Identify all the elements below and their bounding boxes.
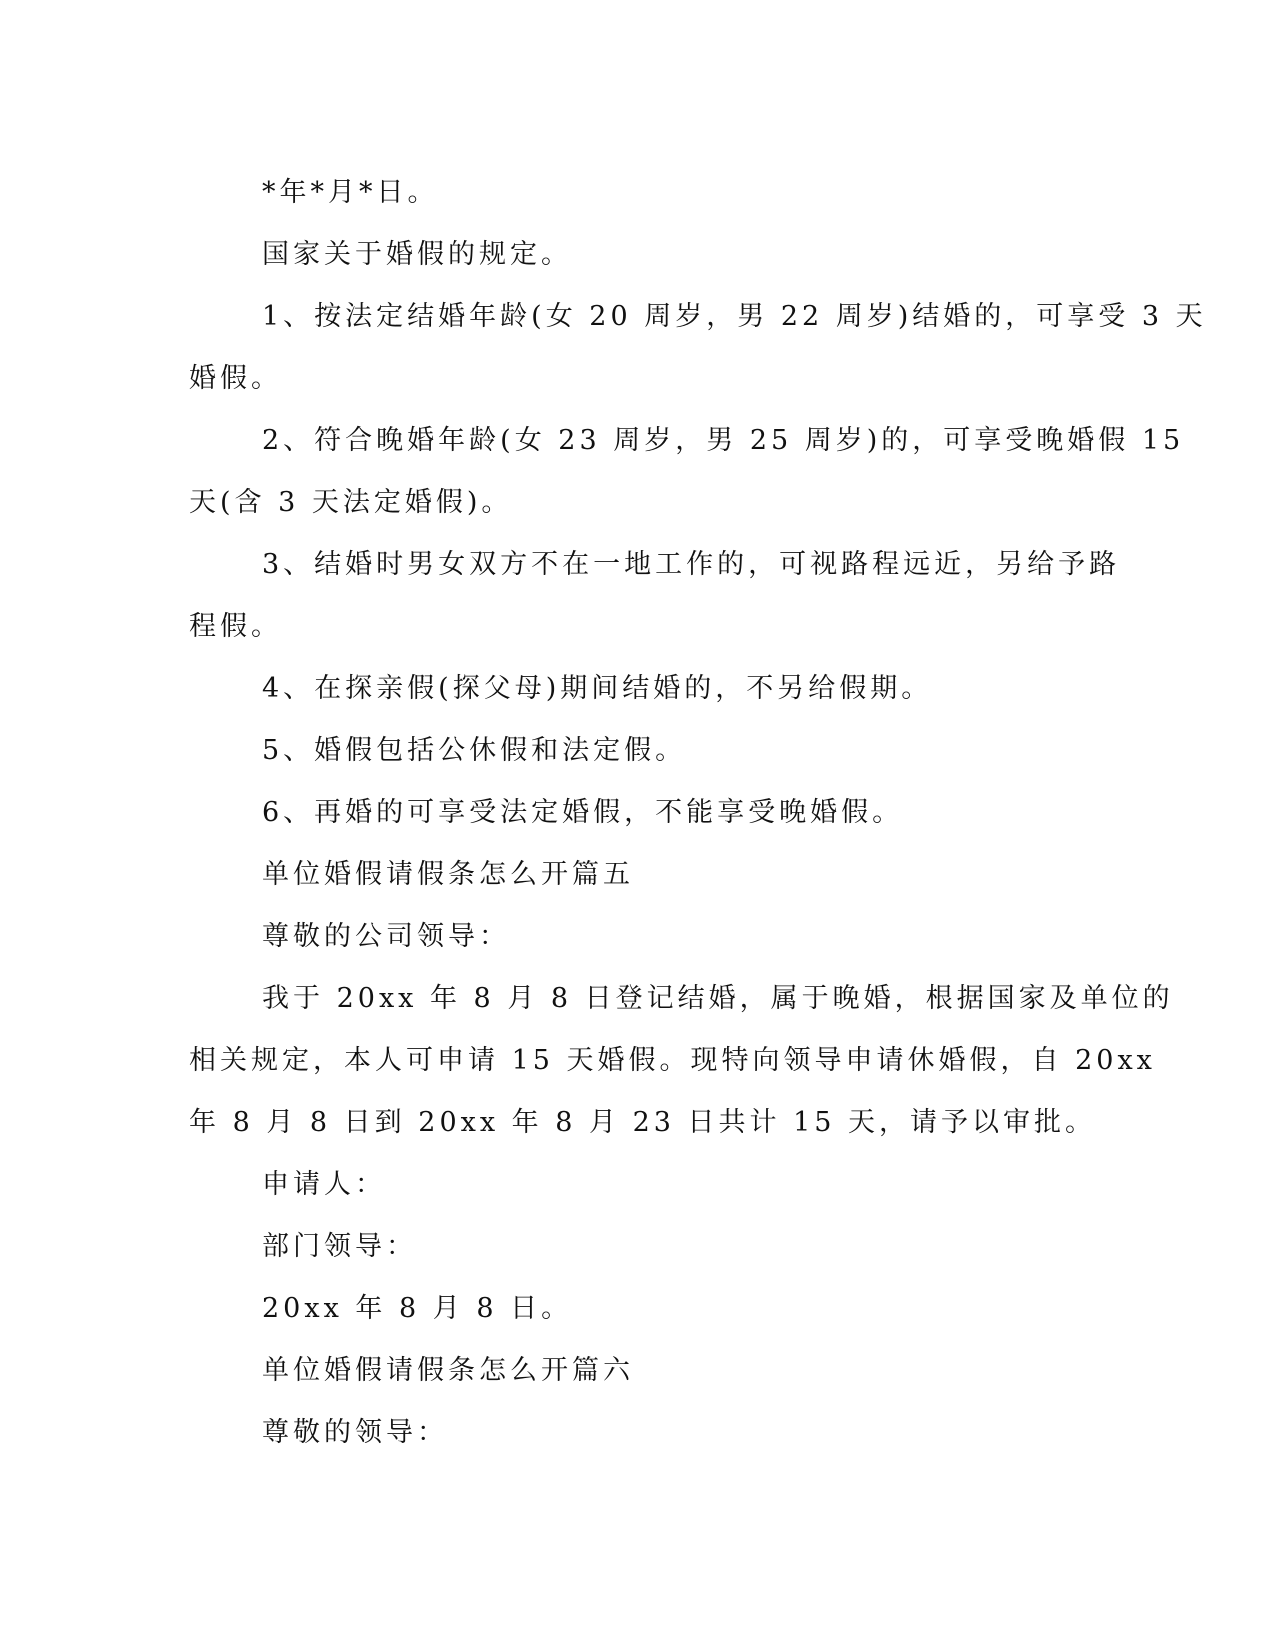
paragraph-continuation-line: 天(含 3 天法定婚假)。 <box>189 487 513 518</box>
paragraph-line: 尊敬的公司领导： <box>262 921 510 952</box>
paragraph-continuation-line: 年 8 月 8 日到 20xx 年 8 月 23 日共计 15 天，请予以审批。 <box>189 1107 1097 1138</box>
paragraph-line: 5、婚假包括公休假和法定假。 <box>262 735 687 766</box>
paragraph-line: 申请人： <box>262 1169 386 1200</box>
paragraph-continuation-line: 婚假。 <box>189 363 282 394</box>
paragraph-continuation-line: 程假。 <box>189 611 282 642</box>
paragraph-line: 国家关于婚假的规定。 <box>262 239 572 270</box>
paragraph-line: 4、在探亲假(探父母)期间结婚的，不另给假期。 <box>262 673 933 704</box>
paragraph-line: 单位婚假请假条怎么开篇六 <box>262 1355 634 1386</box>
paragraph-line: *年*月*日。 <box>262 177 439 208</box>
paragraph-line: 3、结婚时男女双方不在一地工作的，可视路程远近，另给予路 <box>262 549 1121 580</box>
paragraph-line: 部门领导： <box>262 1231 417 1262</box>
paragraph-line: 2、符合晚婚年龄(女 23 周岁，男 25 周岁)的，可享受晚婚假 15 <box>262 425 1185 456</box>
paragraph-line: 我于 20xx 年 8 月 8 日登记结婚，属于晚婚，根据国家及单位的 <box>262 983 1174 1014</box>
paragraph-line: 1、按法定结婚年龄(女 20 周岁，男 22 周岁)结婚的，可享受 3 天 <box>262 301 1207 332</box>
document-body <box>189 162 1207 1464</box>
paragraph-line: 6、再婚的可享受法定婚假，不能享受晚婚假。 <box>262 797 904 828</box>
paragraph-continuation-line: 相关规定，本人可申请 15 天婚假。现特向领导申请休婚假，自 20xx <box>189 1045 1156 1076</box>
paragraph-line: 20xx 年 8 月 8 日。 <box>262 1293 573 1324</box>
paragraph-line: 尊敬的领导： <box>262 1417 448 1448</box>
paragraph-line: 单位婚假请假条怎么开篇五 <box>262 859 634 890</box>
